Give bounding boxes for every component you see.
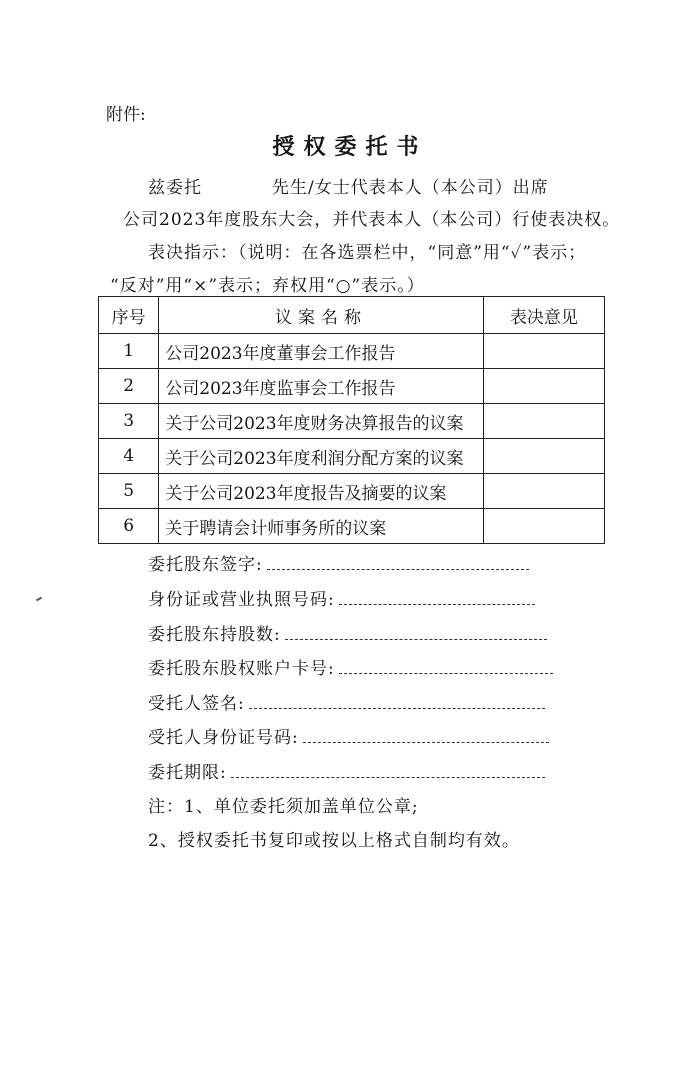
field-shareholder-signature xyxy=(148,550,529,575)
field-validity xyxy=(148,758,545,783)
row-number: 4 xyxy=(99,439,159,474)
field-label: 受托人签名: xyxy=(148,694,245,714)
proxy-signature-blank-line[interactable] xyxy=(249,707,545,709)
table-header-row xyxy=(99,297,605,334)
row-number: 3 xyxy=(99,404,159,439)
intro-line-3: 表决指示：（说明：在各选票栏中，“同意”用“✓”表示； xyxy=(148,243,587,263)
field-account-number xyxy=(148,654,553,679)
row-resolution-name: 公司2023年度监事会工作报告 xyxy=(159,369,483,404)
row-vote-cell[interactable] xyxy=(483,474,604,509)
field-label: 委托股东股权账户卡号: xyxy=(148,659,335,679)
page-title: 授权委托书 xyxy=(272,135,428,160)
row-number: 5 xyxy=(99,474,159,509)
intro-line-2: 公司2023年度股东大会，并代表本人（本公司）行使表决权。 xyxy=(123,210,621,230)
intro-line-1-start: 兹委托 xyxy=(148,178,202,198)
row-vote-cell[interactable] xyxy=(483,369,604,404)
validity-blank-line[interactable] xyxy=(231,776,545,778)
table-row xyxy=(99,334,605,369)
id-blank-line[interactable] xyxy=(339,603,535,605)
resolution-table xyxy=(98,296,605,544)
field-proxy-signature xyxy=(148,689,545,714)
field-label: 身份证或营业执照号码: xyxy=(148,590,335,610)
table-row xyxy=(99,439,605,474)
intro-line-1-end: 先生/女士代表本人（本公司）出席 xyxy=(272,178,549,198)
row-resolution-name: 关于公司2023年度利润分配方案的议案 xyxy=(159,439,483,474)
signature-blank-line[interactable] xyxy=(267,568,529,570)
row-number: 6 xyxy=(99,509,159,544)
field-label: 委托股东签字: xyxy=(148,555,263,575)
scan-mark xyxy=(36,597,42,602)
intro-line-1 xyxy=(148,173,549,198)
row-vote-cell[interactable] xyxy=(483,439,604,474)
row-resolution-name: 关于公司2023年度报告及摘要的议案 xyxy=(159,474,483,509)
table-row xyxy=(99,369,605,404)
note-2: 2、授权委托书复印或按以上格式自制均有效。 xyxy=(148,831,520,851)
header-resolution-name: 议案名称 xyxy=(159,297,483,334)
row-resolution-name: 关于聘请会计师事务所的议案 xyxy=(159,509,483,544)
header-vote-opinion: 表决意见 xyxy=(483,297,604,334)
field-label: 委托期限: xyxy=(148,763,227,783)
shares-blank-line[interactable] xyxy=(285,638,547,640)
row-number: 2 xyxy=(99,369,159,404)
row-vote-cell[interactable] xyxy=(483,334,604,369)
row-resolution-name: 公司2023年度董事会工作报告 xyxy=(159,334,483,369)
field-shares-held xyxy=(148,620,547,645)
field-label: 受托人身份证号码: xyxy=(148,728,299,748)
field-label: 委托股东持股数: xyxy=(148,625,281,645)
intro-line-4: “反对”用“×”表示；弃权用“○”表示。） xyxy=(110,276,425,296)
account-blank-line[interactable] xyxy=(339,672,553,674)
header-number: 序号 xyxy=(99,297,159,334)
field-proxy-id xyxy=(148,723,549,748)
note-1: 注：1、单位委托须加盖单位公章; xyxy=(148,797,419,817)
row-number: 1 xyxy=(99,334,159,369)
row-vote-cell[interactable] xyxy=(483,404,604,439)
row-resolution-name: 关于公司2023年度财务决算报告的议案 xyxy=(159,404,483,439)
table-row xyxy=(99,404,605,439)
field-id-or-license xyxy=(148,585,535,610)
table-row xyxy=(99,509,605,544)
proxy-id-blank-line[interactable] xyxy=(303,741,549,743)
attachment-label: 附件: xyxy=(106,105,146,125)
row-vote-cell[interactable] xyxy=(483,509,604,544)
table-row xyxy=(99,474,605,509)
